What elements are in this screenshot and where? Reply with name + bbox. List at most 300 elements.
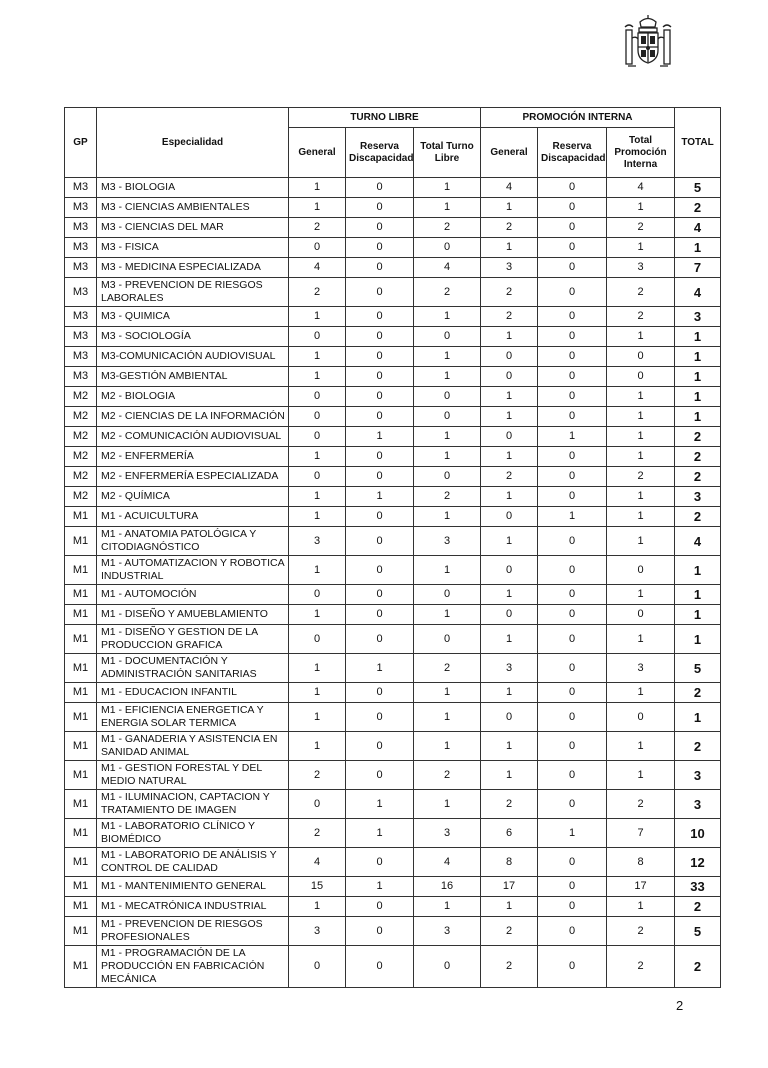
cell-tl-total: 2	[414, 487, 481, 507]
cell-gp: M2	[65, 467, 97, 487]
cell-pi-general: 3	[481, 258, 538, 278]
cell-pi-general: 2	[481, 467, 538, 487]
cell-gp: M1	[65, 683, 97, 703]
table-row	[65, 819, 721, 848]
cell-especialidad: M2 - CIENCIAS DE LA INFORMACIÓN	[97, 407, 289, 427]
cell-pi-reserva: 0	[538, 897, 607, 917]
cell-pi-reserva: 1	[538, 819, 607, 848]
table-row	[65, 654, 721, 683]
cell-gp: M3	[65, 278, 97, 307]
cell-tl-general: 2	[289, 761, 346, 790]
cell-gp: M1	[65, 848, 97, 877]
cell-gp: M2	[65, 387, 97, 407]
cell-pi-reserva: 0	[538, 238, 607, 258]
cell-tl-total: 1	[414, 178, 481, 198]
cell-total: 1	[675, 625, 721, 654]
cell-pi-general: 2	[481, 790, 538, 819]
cell-tl-total: 16	[414, 877, 481, 897]
cell-pi-total: 1	[607, 527, 675, 556]
cell-pi-general: 0	[481, 605, 538, 625]
table-row	[65, 946, 721, 988]
table-row	[65, 407, 721, 427]
cell-gp: M3	[65, 238, 97, 258]
cell-tl-reserva: 0	[346, 761, 414, 790]
cell-tl-total: 2	[414, 278, 481, 307]
cell-especialidad: M1 - EDUCACION INFANTIL	[97, 683, 289, 703]
cell-tl-general: 2	[289, 278, 346, 307]
cell-pi-total: 1	[607, 407, 675, 427]
cell-total: 2	[675, 447, 721, 467]
cell-pi-total: 4	[607, 178, 675, 198]
cell-gp: M1	[65, 917, 97, 946]
cell-tl-reserva: 0	[346, 347, 414, 367]
cell-especialidad: M3 - CIENCIAS AMBIENTALES	[97, 198, 289, 218]
table-row	[65, 307, 721, 327]
cell-pi-total: 1	[607, 327, 675, 347]
cell-tl-general: 15	[289, 877, 346, 897]
cell-tl-total: 0	[414, 327, 481, 347]
cell-tl-general: 0	[289, 427, 346, 447]
cell-tl-reserva: 0	[346, 848, 414, 877]
page-number: 2	[676, 998, 684, 1013]
cell-tl-total: 1	[414, 556, 481, 585]
cell-tl-general: 1	[289, 556, 346, 585]
cell-tl-general: 2	[289, 819, 346, 848]
cell-gp: M3	[65, 258, 97, 278]
cell-tl-total: 0	[414, 407, 481, 427]
cell-total: 4	[675, 278, 721, 307]
cell-especialidad: M1 - ANATOMIA PATOLÓGICA Y CITODIAGNÓSTICO	[97, 527, 289, 556]
cell-pi-total: 1	[607, 761, 675, 790]
cell-tl-total: 0	[414, 467, 481, 487]
plazas-table	[64, 107, 721, 988]
cell-tl-general: 1	[289, 703, 346, 732]
table-row	[65, 347, 721, 367]
cell-pi-total: 3	[607, 258, 675, 278]
cell-pi-general: 0	[481, 556, 538, 585]
cell-pi-reserva: 0	[538, 877, 607, 897]
cell-total: 2	[675, 732, 721, 761]
cell-pi-general: 0	[481, 703, 538, 732]
cell-tl-total: 1	[414, 307, 481, 327]
cell-tl-general: 4	[289, 258, 346, 278]
cell-tl-general: 0	[289, 407, 346, 427]
cell-especialidad: M1 - ACUICULTURA	[97, 507, 289, 527]
cell-tl-reserva: 0	[346, 683, 414, 703]
cell-gp: M2	[65, 427, 97, 447]
cell-tl-reserva: 0	[346, 238, 414, 258]
cell-total: 1	[675, 238, 721, 258]
cell-tl-general: 1	[289, 487, 346, 507]
cell-tl-total: 0	[414, 238, 481, 258]
cell-pi-reserva: 0	[538, 790, 607, 819]
cell-total: 3	[675, 307, 721, 327]
cell-tl-general: 1	[289, 654, 346, 683]
cell-pi-total: 1	[607, 238, 675, 258]
cell-especialidad: M1 - DISEÑO Y AMUEBLAMIENTO	[97, 605, 289, 625]
cell-total: 1	[675, 367, 721, 387]
table-row	[65, 761, 721, 790]
table-row	[65, 258, 721, 278]
cell-tl-reserva: 0	[346, 507, 414, 527]
cell-total: 1	[675, 407, 721, 427]
cell-pi-reserva: 0	[538, 447, 607, 467]
cell-pi-reserva: 0	[538, 367, 607, 387]
cell-tl-total: 1	[414, 367, 481, 387]
cell-total: 1	[675, 585, 721, 605]
cell-tl-general: 0	[289, 790, 346, 819]
cell-pi-general: 1	[481, 732, 538, 761]
cell-especialidad: M1 - LABORATORIO DE ANÁLISIS Y CONTROL DE CALIDAD	[97, 848, 289, 877]
cell-pi-total: 0	[607, 605, 675, 625]
cell-especialidad: M1 - LABORATORIO CLÍNICO Y BIOMÉDICO	[97, 819, 289, 848]
cell-tl-reserva: 1	[346, 487, 414, 507]
cell-especialidad: M1 - ILUMINACION, CAPTACION Y TRATAMIENTO DE IMAGEN	[97, 790, 289, 819]
cell-pi-total: 2	[607, 917, 675, 946]
cell-pi-reserva: 0	[538, 307, 607, 327]
cell-pi-reserva: 0	[538, 605, 607, 625]
cell-pi-reserva: 0	[538, 946, 607, 988]
cell-especialidad: M1 - GESTION FORESTAL Y DEL MEDIO NATURAL	[97, 761, 289, 790]
cell-gp: M1	[65, 819, 97, 848]
cell-total: 4	[675, 527, 721, 556]
cell-total: 1	[675, 556, 721, 585]
cell-pi-general: 2	[481, 307, 538, 327]
cell-gp: M1	[65, 605, 97, 625]
cell-tl-reserva: 0	[346, 527, 414, 556]
cell-tl-general: 4	[289, 848, 346, 877]
cell-tl-total: 1	[414, 427, 481, 447]
cell-pi-reserva: 0	[538, 327, 607, 347]
cell-tl-total: 2	[414, 218, 481, 238]
cell-tl-total: 1	[414, 605, 481, 625]
cell-pi-general: 2	[481, 218, 538, 238]
cell-tl-total: 0	[414, 585, 481, 605]
cell-especialidad: M3 - CIENCIAS DEL MAR	[97, 218, 289, 238]
cell-tl-reserva: 0	[346, 307, 414, 327]
col-header-pi-reserva: Reserva Discapacidad	[538, 128, 607, 178]
cell-especialidad: M2 - QUÍMICA	[97, 487, 289, 507]
col-header-pi-total: Total Promoción Interna	[607, 128, 675, 178]
cell-tl-total: 0	[414, 946, 481, 988]
cell-gp: M3	[65, 218, 97, 238]
cell-pi-general: 1	[481, 327, 538, 347]
cell-especialidad: M1 - MANTENIMIENTO GENERAL	[97, 877, 289, 897]
cell-tl-reserva: 0	[346, 258, 414, 278]
cell-pi-general: 1	[481, 585, 538, 605]
cell-pi-total: 1	[607, 447, 675, 467]
cell-gp: M3	[65, 327, 97, 347]
cell-tl-total: 2	[414, 761, 481, 790]
cell-total: 2	[675, 467, 721, 487]
cell-pi-reserva: 0	[538, 218, 607, 238]
cell-pi-general: 0	[481, 507, 538, 527]
cell-pi-total: 0	[607, 367, 675, 387]
cell-especialidad: M3 - SOCIOLOGÍA	[97, 327, 289, 347]
cell-pi-reserva: 0	[538, 654, 607, 683]
cell-gp: M3	[65, 347, 97, 367]
table-row	[65, 527, 721, 556]
cell-tl-reserva: 0	[346, 605, 414, 625]
table-row	[65, 198, 721, 218]
cell-tl-total: 1	[414, 683, 481, 703]
cell-pi-total: 0	[607, 556, 675, 585]
cell-tl-reserva: 0	[346, 585, 414, 605]
cell-especialidad: M3-COMUNICACIÓN AUDIOVISUAL	[97, 347, 289, 367]
cell-pi-total: 1	[607, 507, 675, 527]
cell-gp: M1	[65, 585, 97, 605]
cell-tl-general: 1	[289, 897, 346, 917]
group-header-turno-libre: TURNO LIBRE	[289, 108, 481, 128]
group-header-promocion-interna: PROMOCIÓN INTERNA	[481, 108, 675, 128]
table-row	[65, 703, 721, 732]
cell-pi-general: 1	[481, 447, 538, 467]
cell-tl-reserva: 1	[346, 819, 414, 848]
cell-pi-total: 7	[607, 819, 675, 848]
cell-pi-total: 1	[607, 198, 675, 218]
cell-tl-general: 1	[289, 347, 346, 367]
cell-tl-general: 3	[289, 917, 346, 946]
table-row	[65, 790, 721, 819]
cell-pi-reserva: 0	[538, 198, 607, 218]
cell-pi-total: 0	[607, 347, 675, 367]
cell-pi-general: 6	[481, 819, 538, 848]
cell-pi-reserva: 0	[538, 917, 607, 946]
cell-especialidad: M1 - DISEÑO Y GESTION DE LA PRODUCCION GRAFICA	[97, 625, 289, 654]
col-header-tl-reserva: Reserva Discapacidad	[346, 128, 414, 178]
cell-gp: M2	[65, 407, 97, 427]
cell-pi-total: 2	[607, 278, 675, 307]
cell-especialidad: M2 - ENFERMERÍA	[97, 447, 289, 467]
col-header-total: TOTAL	[675, 108, 721, 178]
cell-pi-reserva: 0	[538, 585, 607, 605]
cell-tl-total: 1	[414, 897, 481, 917]
cell-total: 2	[675, 946, 721, 988]
cell-tl-reserva: 0	[346, 278, 414, 307]
table-row	[65, 897, 721, 917]
cell-gp: M1	[65, 556, 97, 585]
cell-tl-reserva: 0	[346, 703, 414, 732]
cell-especialidad: M3 - BIOLOGIA	[97, 178, 289, 198]
table-row	[65, 447, 721, 467]
cell-tl-total: 3	[414, 819, 481, 848]
table-row	[65, 427, 721, 447]
cell-gp: M3	[65, 367, 97, 387]
cell-pi-total: 1	[607, 487, 675, 507]
cell-gp: M1	[65, 877, 97, 897]
cell-pi-total: 0	[607, 703, 675, 732]
cell-pi-general: 0	[481, 347, 538, 367]
cell-gp: M1	[65, 732, 97, 761]
cell-gp: M1	[65, 897, 97, 917]
cell-pi-total: 1	[607, 387, 675, 407]
cell-pi-general: 1	[481, 487, 538, 507]
cell-tl-reserva: 0	[346, 407, 414, 427]
cell-pi-general: 0	[481, 367, 538, 387]
cell-total: 10	[675, 819, 721, 848]
cell-total: 1	[675, 347, 721, 367]
cell-tl-reserva: 0	[346, 327, 414, 347]
cell-pi-total: 1	[607, 732, 675, 761]
cell-tl-general: 1	[289, 198, 346, 218]
table-row	[65, 625, 721, 654]
cell-pi-general: 2	[481, 946, 538, 988]
cell-tl-general: 1	[289, 307, 346, 327]
cell-tl-total: 1	[414, 507, 481, 527]
cell-tl-total: 3	[414, 527, 481, 556]
cell-tl-total: 4	[414, 848, 481, 877]
cell-pi-total: 3	[607, 654, 675, 683]
cell-pi-reserva: 0	[538, 556, 607, 585]
cell-especialidad: M1 - DOCUMENTACIÓN Y ADMINISTRACIÓN SANITARIAS	[97, 654, 289, 683]
cell-pi-total: 1	[607, 625, 675, 654]
cell-especialidad: M1 - PROGRAMACIÓN DE LA PRODUCCIÓN EN FABRICACIÓN MECÁNICA	[97, 946, 289, 988]
cell-tl-general: 1	[289, 507, 346, 527]
cell-pi-general: 2	[481, 917, 538, 946]
cell-tl-reserva: 0	[346, 917, 414, 946]
cell-tl-reserva: 0	[346, 447, 414, 467]
cell-tl-general: 1	[289, 683, 346, 703]
table-row	[65, 556, 721, 585]
cell-tl-reserva: 1	[346, 877, 414, 897]
cell-total: 5	[675, 654, 721, 683]
cell-pi-general: 3	[481, 654, 538, 683]
cell-pi-general: 0	[481, 427, 538, 447]
cell-total: 2	[675, 427, 721, 447]
table-row	[65, 605, 721, 625]
table-row	[65, 218, 721, 238]
cell-pi-total: 2	[607, 218, 675, 238]
cell-tl-reserva: 1	[346, 790, 414, 819]
cell-tl-general: 0	[289, 387, 346, 407]
cell-especialidad: M3 - MEDICINA ESPECIALIZADA	[97, 258, 289, 278]
cell-especialidad: M2 - COMUNICACIÓN AUDIOVISUAL	[97, 427, 289, 447]
cell-total: 4	[675, 218, 721, 238]
cell-pi-total: 1	[607, 427, 675, 447]
cell-gp: M1	[65, 507, 97, 527]
cell-tl-reserva: 0	[346, 387, 414, 407]
cell-pi-total: 1	[607, 683, 675, 703]
cell-pi-general: 17	[481, 877, 538, 897]
cell-tl-reserva: 0	[346, 556, 414, 585]
cell-pi-general: 1	[481, 238, 538, 258]
cell-tl-general: 0	[289, 585, 346, 605]
cell-pi-general: 1	[481, 897, 538, 917]
cell-tl-total: 2	[414, 654, 481, 683]
cell-especialidad: M3 - QUIMICA	[97, 307, 289, 327]
cell-pi-general: 1	[481, 387, 538, 407]
cell-pi-total: 8	[607, 848, 675, 877]
cell-pi-total: 2	[607, 946, 675, 988]
cell-gp: M2	[65, 447, 97, 467]
cell-tl-general: 1	[289, 178, 346, 198]
cell-total: 1	[675, 605, 721, 625]
cell-tl-total: 4	[414, 258, 481, 278]
table-row	[65, 848, 721, 877]
cell-gp: M2	[65, 487, 97, 507]
cell-pi-reserva: 0	[538, 625, 607, 654]
col-header-gp: GP	[65, 108, 97, 178]
table-row	[65, 487, 721, 507]
cell-total: 2	[675, 198, 721, 218]
cell-total: 7	[675, 258, 721, 278]
cell-tl-total: 1	[414, 347, 481, 367]
cell-tl-general: 1	[289, 367, 346, 387]
cell-pi-reserva: 0	[538, 258, 607, 278]
cell-tl-general: 2	[289, 218, 346, 238]
table-row	[65, 327, 721, 347]
cell-especialidad: M3 - FISICA	[97, 238, 289, 258]
table-row	[65, 585, 721, 605]
cell-tl-general: 0	[289, 238, 346, 258]
cell-pi-reserva: 0	[538, 178, 607, 198]
table-row	[65, 278, 721, 307]
cell-especialidad: M2 - ENFERMERÍA ESPECIALIZADA	[97, 467, 289, 487]
cell-tl-reserva: 0	[346, 367, 414, 387]
cell-tl-total: 1	[414, 790, 481, 819]
cell-gp: M1	[65, 946, 97, 988]
cell-pi-general: 1	[481, 198, 538, 218]
cell-tl-general: 1	[289, 732, 346, 761]
col-header-tl-total: Total Turno Libre	[414, 128, 481, 178]
cell-pi-reserva: 0	[538, 387, 607, 407]
cell-gp: M1	[65, 625, 97, 654]
cell-tl-general: 0	[289, 625, 346, 654]
cell-pi-general: 1	[481, 625, 538, 654]
cell-tl-general: 3	[289, 527, 346, 556]
col-header-especialidad: Especialidad	[97, 108, 289, 178]
cell-tl-total: 1	[414, 703, 481, 732]
cell-pi-general: 1	[481, 761, 538, 790]
table-row	[65, 683, 721, 703]
table-row	[65, 467, 721, 487]
cell-total: 1	[675, 703, 721, 732]
cell-total: 2	[675, 683, 721, 703]
cell-pi-general: 1	[481, 683, 538, 703]
cell-pi-reserva: 0	[538, 683, 607, 703]
cell-pi-general: 2	[481, 278, 538, 307]
cell-tl-total: 1	[414, 732, 481, 761]
cell-pi-reserva: 0	[538, 487, 607, 507]
cell-total: 5	[675, 917, 721, 946]
table-row	[65, 238, 721, 258]
cell-tl-total: 0	[414, 387, 481, 407]
cell-total: 33	[675, 877, 721, 897]
cell-pi-total: 1	[607, 897, 675, 917]
cell-pi-total: 2	[607, 790, 675, 819]
cell-total: 3	[675, 790, 721, 819]
table-header-row-groups	[65, 108, 721, 128]
cell-tl-reserva: 1	[346, 427, 414, 447]
cell-pi-reserva: 0	[538, 761, 607, 790]
cell-tl-total: 1	[414, 198, 481, 218]
cell-tl-general: 0	[289, 946, 346, 988]
table-body	[65, 178, 721, 988]
cell-tl-reserva: 0	[346, 897, 414, 917]
cell-tl-reserva: 0	[346, 625, 414, 654]
cell-pi-reserva: 0	[538, 467, 607, 487]
table-row	[65, 367, 721, 387]
cell-tl-reserva: 0	[346, 178, 414, 198]
cell-pi-general: 4	[481, 178, 538, 198]
cell-pi-total: 17	[607, 877, 675, 897]
table-row	[65, 178, 721, 198]
cell-tl-general: 0	[289, 467, 346, 487]
cell-pi-reserva: 0	[538, 703, 607, 732]
cell-total: 3	[675, 487, 721, 507]
cell-gp: M1	[65, 527, 97, 556]
table-row	[65, 917, 721, 946]
